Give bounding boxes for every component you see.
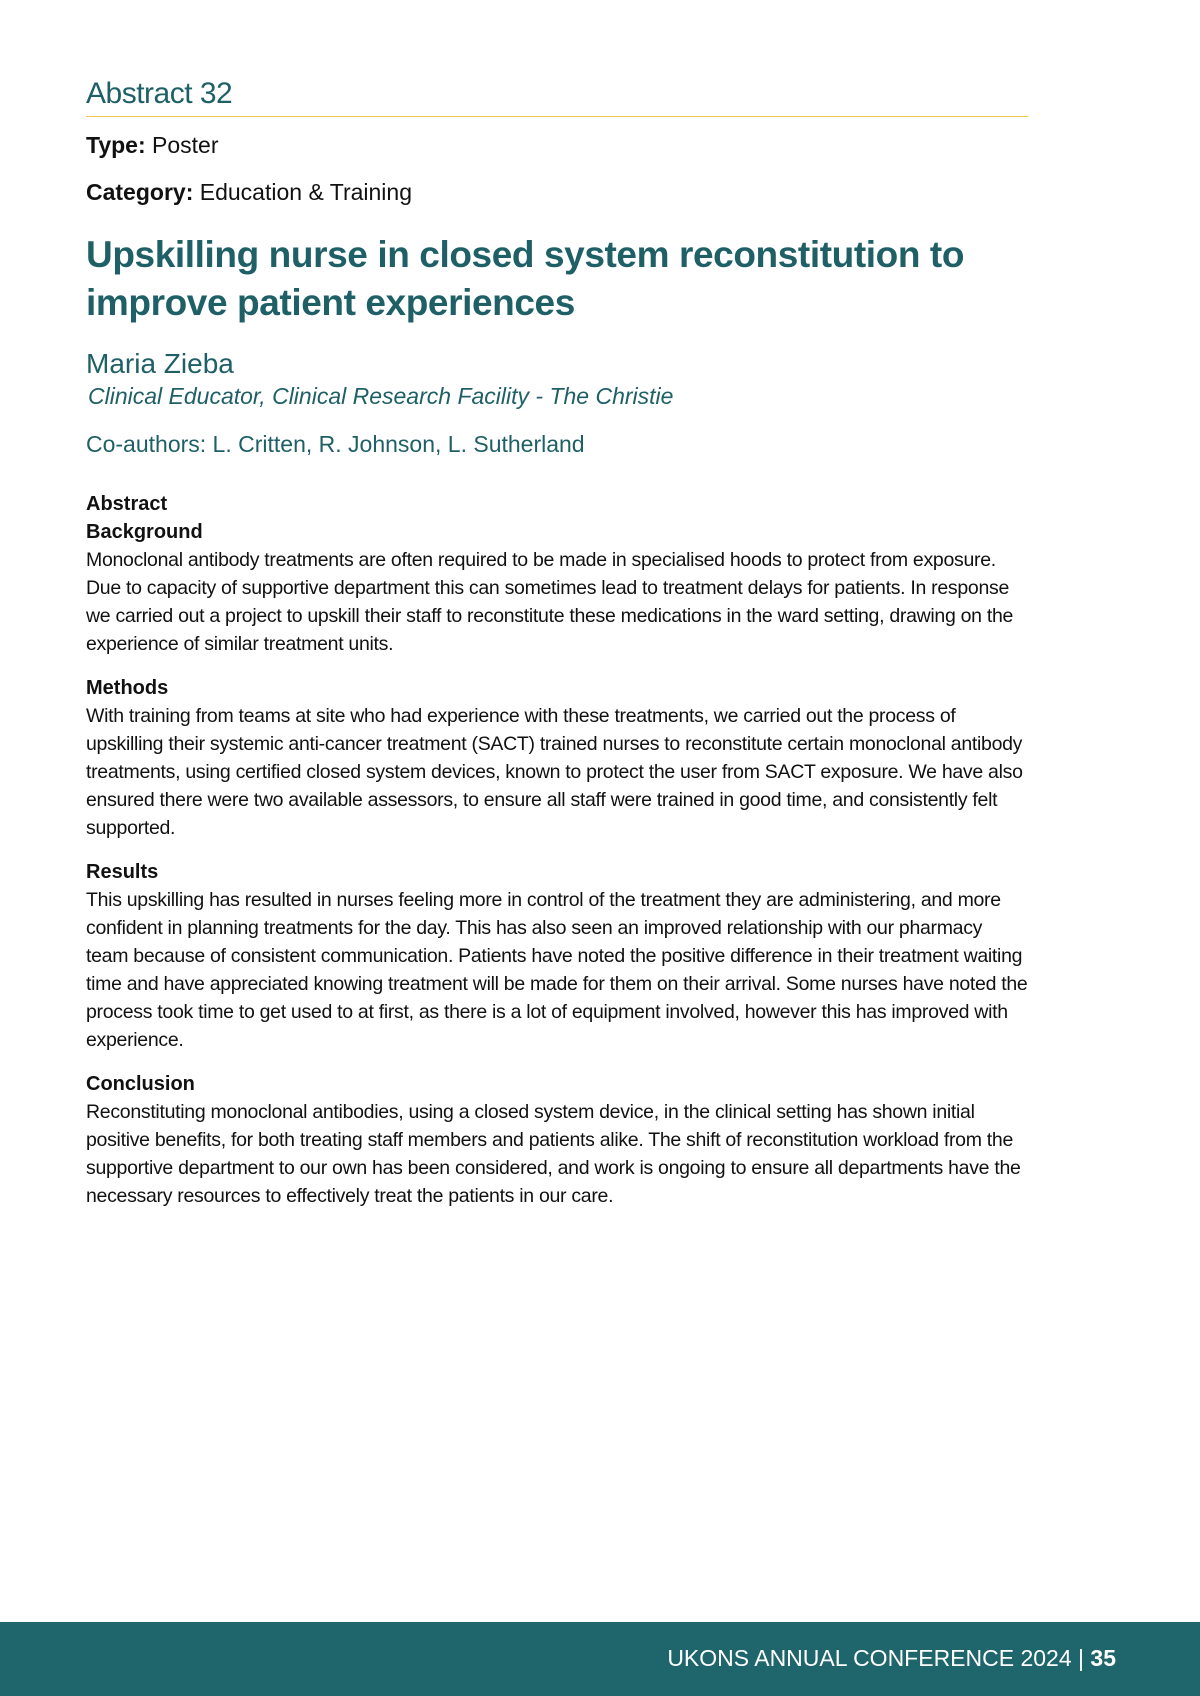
type-line — [86, 131, 1028, 160]
header-divider — [86, 116, 1028, 117]
section-results — [86, 858, 1028, 1054]
author-name: Maria Zieba — [86, 347, 234, 379]
author-affiliation: Clinical Educator, Clinical Research Facility - The Christie — [88, 383, 674, 410]
page-number: 35 — [1090, 1645, 1116, 1671]
type-label: Type: — [86, 132, 146, 158]
title-line-2: improve patient experiences — [86, 281, 575, 323]
coauthors: Co-authors: L. Critten, R. Johnson, L. Sutherland — [86, 430, 585, 457]
section-background — [86, 518, 1028, 658]
footer-separator: | — [1078, 1645, 1085, 1671]
section-body: With training from teams at site who had experience with these treatments, we carried out the process of upskilling their systemic anti-cancer treatment (SACT) trained nurses to reconstitute certain monoclonal antibody treatments, using certified closed system devices, known to protect the user from SACT exposure. We have also ensured there were two available assessors, to ensure all staff were trained in good time, and consistently felt supported. — [86, 704, 1023, 839]
section-body: This upskilling has resulted in nurses feeling more in control of the treatment they are administering, and more confident in planning treatments for the day. This has also seen an improved relationship with our pharmacy team because of consistent communication. Patients have noted the positive difference in their treatment waiting time and have appreciated knowing treatment will be made for them on their arrival. Some nurses have noted the process took time to get used to at first, as there is a lot of equipment involved, however this has improved with experience. — [86, 888, 1028, 1051]
conference-name: UKONS ANNUAL CONFERENCE 2024 — [667, 1645, 1072, 1671]
category-line — [86, 178, 1028, 207]
type-value: Poster — [152, 132, 219, 158]
section-body: Monoclonal antibody treatments are often required to be made in specialised hoods to protect from exposure. Due to capacity of supportive department this can sometimes lead to treatment delays for patients. In response we carried out a project to upskill their staff to reconstitute these medications in the ward setting, drawing on the experience of similar treatment units. — [86, 548, 1014, 655]
section-heading: Methods — [86, 676, 169, 699]
section-heading: Background — [86, 520, 203, 543]
abstract-heading: Abstract — [86, 492, 168, 515]
section-conclusion — [86, 1070, 1028, 1210]
section-methods — [86, 674, 1028, 842]
section-heading: Results — [86, 860, 159, 883]
abstract-number: Abstract 32 — [86, 77, 233, 110]
section-heading: Conclusion — [86, 1072, 195, 1095]
category-label: Category: — [86, 178, 194, 205]
title-line-1: Upskilling nurse in closed system reconstitution to — [86, 233, 965, 275]
abstract-page — [86, 76, 1028, 1226]
abstract-title — [86, 231, 1028, 327]
footer-bar — [0, 1622, 1200, 1696]
category-value: Education & Training — [199, 178, 412, 205]
footer-text — [667, 1644, 1116, 1674]
section-body: Reconstituting monoclonal antibodies, using a closed system device, in the clinical setting has shown initial positive benefits, for both treating staff members and patients alike. The shift of reconstitution workload from the supportive department to our own has been considered, and work is ongoing to ensure all departments have the necessary resources to effectively treat the patients in our care. — [86, 1100, 1021, 1207]
